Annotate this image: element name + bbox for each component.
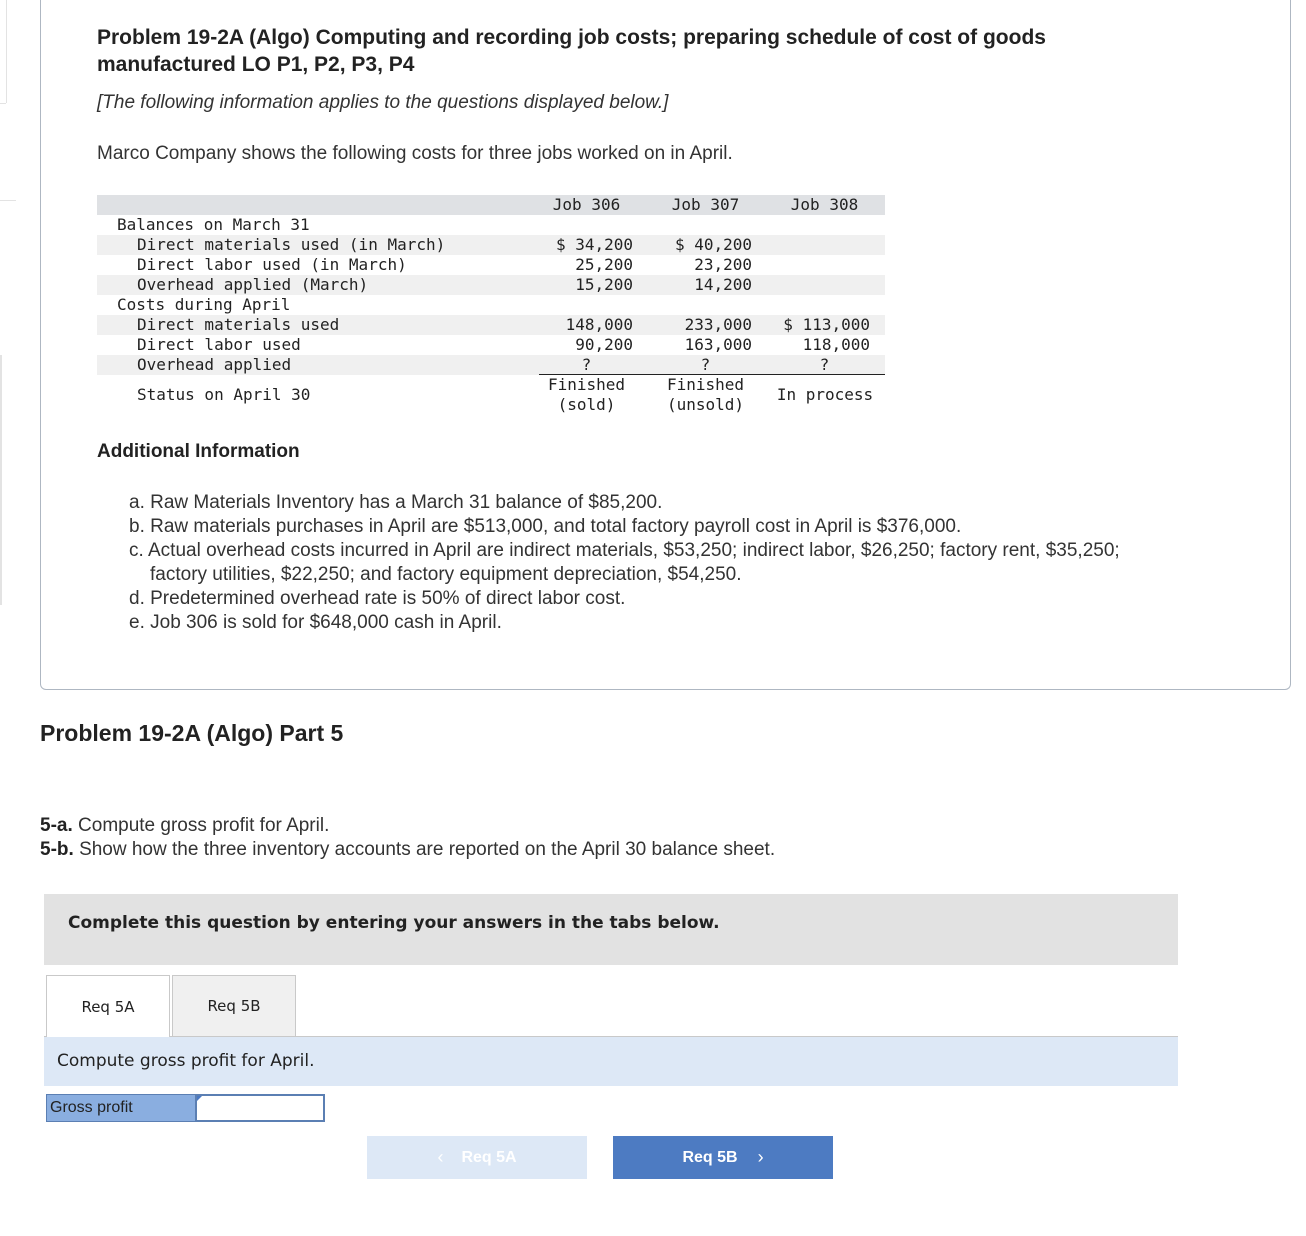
row-label: Status on April 30: [137, 385, 311, 404]
left-edge-divider: [0, 355, 2, 605]
requirements: [40, 814, 775, 862]
status-line: (sold): [557, 395, 616, 414]
cell-job-307: 23,200: [694, 255, 752, 274]
requirement-text: Compute gross profit for April.: [78, 815, 330, 836]
status-job-308: In process: [776, 385, 874, 404]
problem-title: Problem 19-2A (Algo) Computing and recording job costs; preparing schedule of cost of goods manufactured LO P1, P2, P3, P4: [97, 26, 1046, 76]
part-title: Problem 19-2A (Algo) Part 5: [40, 720, 344, 746]
list-item: e. Job 306 is sold for $648,000 cash in April.: [129, 612, 502, 633]
table-row: [97, 315, 885, 335]
cell-job-307: $ 40,200: [674, 235, 752, 254]
input-marker-icon: [197, 1096, 202, 1101]
list-item: c. Actual overhead costs incurred in April are indirect materials, $53,250; indirect labor, $26,250; factory rent, $35,250; factory utilities, $22,250; and factory equipment depreciation, $54,250.: [129, 540, 1120, 585]
cell-job-306: $ 34,200: [555, 235, 633, 254]
requirement-key: 5-a.: [40, 815, 73, 836]
cell-job-306: 90,200: [575, 335, 633, 354]
left-edge-divider: [0, 103, 6, 104]
row-label: Overhead applied: [137, 355, 292, 374]
instruction-bar: [44, 1037, 1178, 1086]
table-row: [97, 255, 885, 275]
next-button-label: Req 5B: [682, 1148, 738, 1166]
cell-job-308: $ 113,000: [783, 315, 870, 334]
cell-job-308: ?: [819, 355, 830, 374]
list-item: a. Raw Materials Inventory has a March 31 balance of $85,200.: [129, 492, 663, 513]
cell-job-306: 25,200: [575, 255, 633, 274]
complete-question-text: Complete this question by entering your answers in the tabs below.: [68, 913, 720, 933]
gross-profit-input[interactable]: [195, 1094, 325, 1122]
cell-job-307: ?: [700, 355, 711, 374]
cell-job-306: 148,000: [565, 315, 633, 334]
cell-job-308: 118,000: [802, 335, 870, 354]
left-edge-divider: [0, 200, 16, 201]
next-button[interactable]: [613, 1136, 833, 1179]
cell-job-307: 14,200: [694, 275, 752, 294]
table-row: [97, 235, 885, 255]
table-row: [97, 295, 885, 315]
applies-note: [The following information applies to the questions displayed below.]: [97, 92, 669, 113]
requirement-5a: [40, 814, 775, 838]
row-label: Direct labor used: [137, 335, 301, 354]
cell-job-307: 163,000: [684, 335, 752, 354]
status-line: Finished: [666, 375, 745, 394]
row-label: Direct materials used (in March): [137, 235, 446, 254]
header-job-306: Job 306: [552, 195, 621, 214]
row-label: Direct materials used: [137, 315, 340, 334]
status-line: (unsold): [666, 395, 745, 414]
status-line: Finished: [547, 375, 626, 394]
intro-text: Marco Company shows the following costs for three jobs worked on in April.: [97, 143, 733, 164]
cell-job-306: 15,200: [575, 275, 633, 294]
status-job-306: [539, 375, 634, 415]
additional-info-list: [129, 491, 1169, 635]
complete-question-banner: [44, 894, 1178, 965]
row-label: Direct labor used (in March): [137, 255, 407, 274]
tab-req-5b[interactable]: Req 5B: [172, 975, 296, 1037]
row-label: Overhead applied (March): [137, 275, 369, 294]
requirement-5b: [40, 838, 775, 862]
gross-profit-label: Gross profit: [46, 1094, 195, 1122]
header-job-307: Job 307: [671, 195, 740, 214]
section-label-march: Balances on March 31: [117, 215, 310, 234]
status-job-307: [658, 375, 753, 415]
prev-button[interactable]: [367, 1136, 587, 1179]
chevron-left-icon: ‹: [437, 1147, 444, 1167]
cell-job-307: 233,000: [684, 315, 752, 334]
cell-job-306: ?: [581, 355, 592, 374]
chevron-right-icon: ›: [757, 1147, 764, 1167]
prev-button-label: Req 5A: [461, 1148, 517, 1166]
list-item: d. Predetermined overhead rate is 50% of direct labor cost.: [129, 588, 626, 609]
requirement-key: 5-b.: [40, 839, 74, 860]
tab-req-5a[interactable]: Req 5A: [46, 975, 170, 1037]
instruction-text: Compute gross profit for April.: [57, 1051, 315, 1071]
additional-info-heading: Additional Information: [97, 441, 300, 462]
requirement-text: Show how the three inventory accounts are reported on the April 30 balance sheet.: [79, 839, 776, 860]
table-row: [97, 355, 885, 375]
header-job-308: Job 308: [790, 195, 859, 214]
section-label-april: Costs during April: [117, 295, 291, 314]
table-row: [97, 335, 885, 355]
table-header-row: [97, 195, 885, 215]
left-edge-divider: [6, 0, 7, 103]
list-item: b. Raw materials purchases in April are $513,000, and total factory payroll cost in April is $376,000.: [129, 516, 962, 537]
table-row: [97, 275, 885, 295]
table-row: [97, 215, 885, 235]
